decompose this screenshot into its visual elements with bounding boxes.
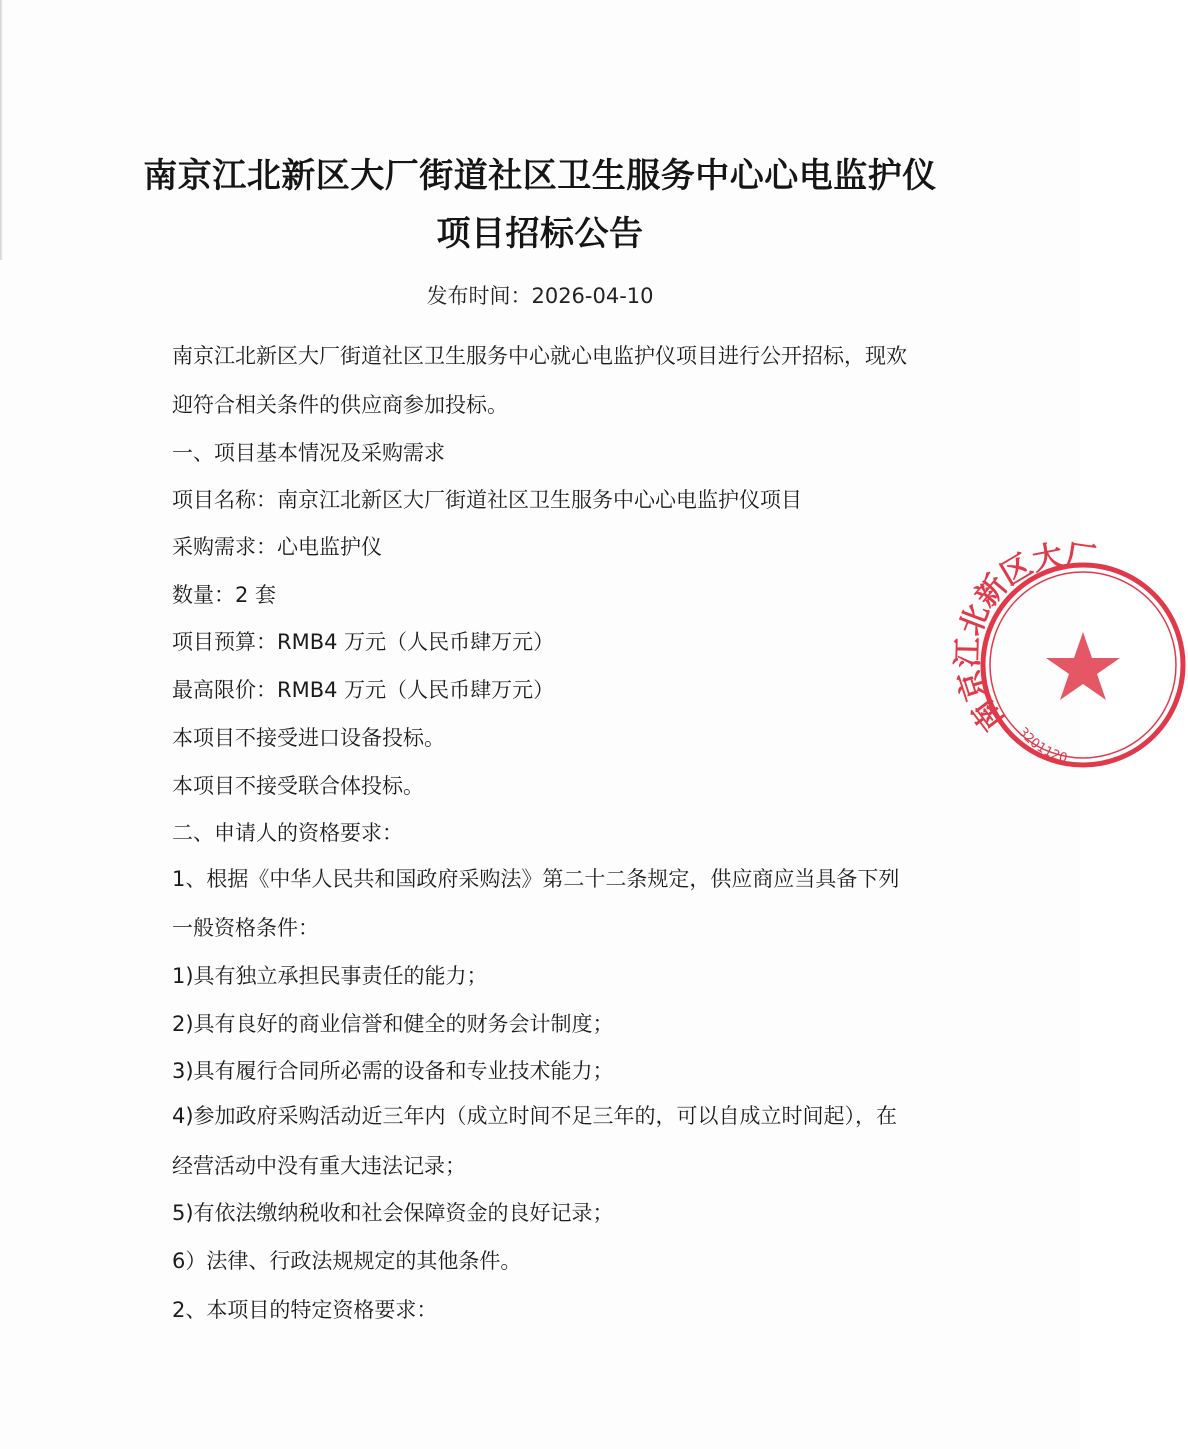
condition-6: 6）法律、行政法规规定的其他条件。 [172,1249,522,1273]
document-title-line1: 南京江北新区大厂街道社区卫生服务中心心电监护仪 [143,156,937,196]
document-title-line2: 项目招标公告 [436,214,644,254]
condition-1: 1)具有独立承担民事责任的能力； [172,964,488,988]
requirement2: 2、本项目的特定资格要求： [172,1298,438,1322]
condition-3: 3)具有履行合同所必需的设备和专业技术能力； [172,1059,614,1083]
intro-line-1: 南京江北新区大厂街道社区卫生服务中心就心电监护仪项目进行公开招标，现欢 [172,344,907,368]
quantity: 数量：2 套 [172,583,277,607]
requirement1-line1: 1、根据《中华人民共和国政府采购法》第二十二条规定，供应商应当具备下列 [172,867,900,891]
condition-2: 2)具有良好的商业信誉和健全的财务会计制度； [172,1012,614,1036]
seal-star-icon [1046,632,1120,700]
condition-4-line1: 4)参加政府采购活动近三年内（成立时间不足三年的，可以自成立时间起），在 [172,1104,898,1128]
seal-code: 3201120 [1014,724,1069,767]
section2-heading: 二、申请人的资格要求： [172,821,403,845]
condition-5: 5)有依法缴纳税收和社会保障资金的良好记录； [172,1201,614,1225]
official-seal-stamp [950,537,1188,770]
requirement1-line2: 一般资格条件： [172,916,319,940]
max-price: 最高限价：RMB4 万元（人民币肆万元） [172,678,555,702]
project-name: 项目名称：南京江北新区大厂街道社区卫生服务中心心电监护仪项目 [172,488,802,512]
seal-text: 南京江北新区大厂 [950,537,1099,738]
intro-line-2: 迎符合相关条件的供应商参加投标。 [172,393,508,417]
no-import-notice: 本项目不接受进口设备投标。 [172,726,445,750]
procurement-need: 采购需求：心电监护仪 [172,535,382,559]
publish-date: 发布时间：2026-04-10 [426,284,654,308]
condition-4-line2: 经营活动中没有重大违法记录； [172,1154,466,1178]
no-consortium-notice: 本项目不接受联合体投标。 [172,774,424,798]
project-budget: 项目预算：RMB4 万元（人民币肆万元） [172,630,555,654]
section1-heading: 一、项目基本情况及采购需求 [172,441,445,465]
